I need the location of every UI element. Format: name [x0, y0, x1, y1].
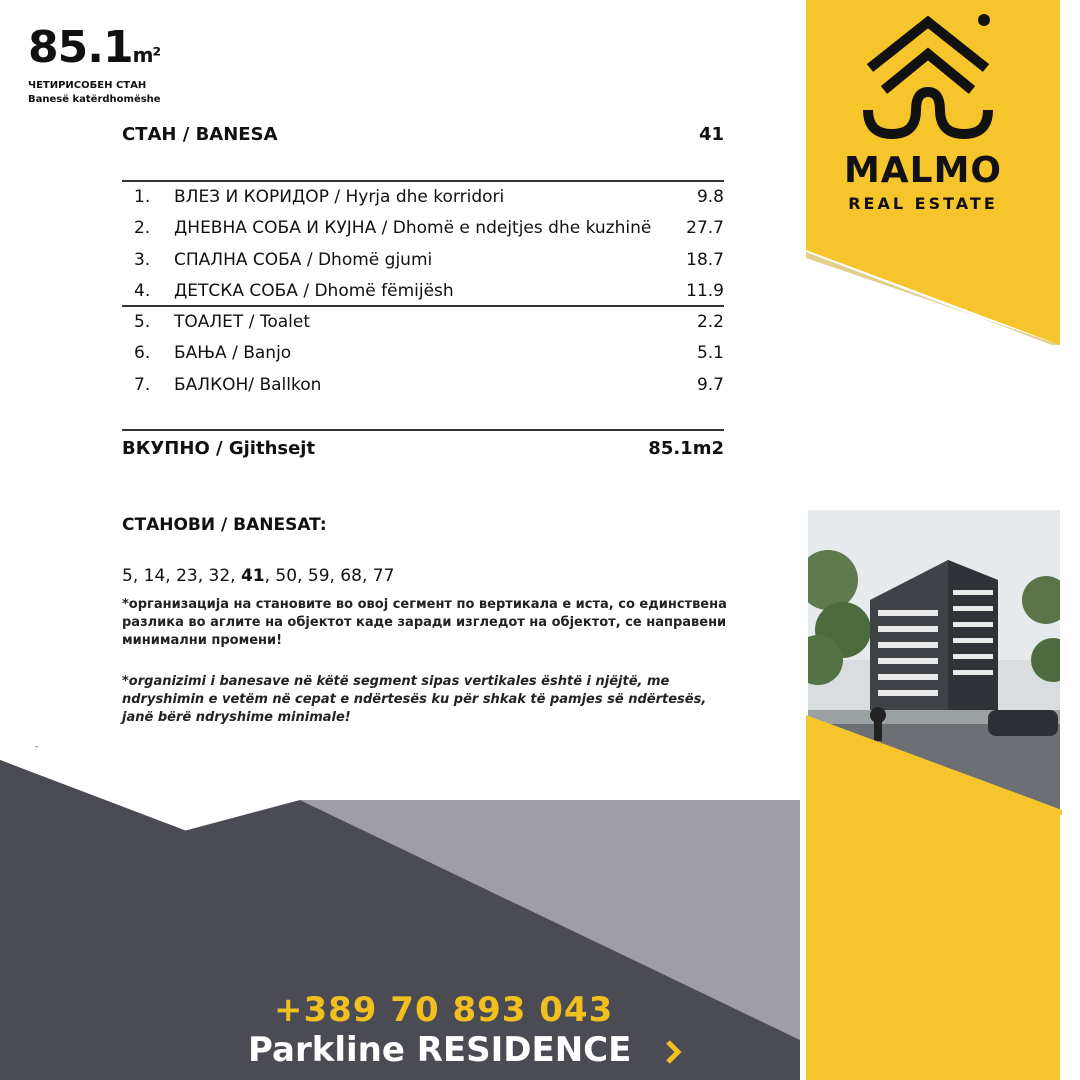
apartments-title: СТАНОВИ / BANESAT:	[122, 515, 327, 535]
room-label: ДНЕВНА СОБА И КУЈНА / Dhomë e ndejtjes dhe kuzhinë	[174, 218, 652, 238]
apartment-number: 41	[698, 124, 724, 145]
room-area: 5.1	[696, 343, 724, 363]
apartments-list	[122, 566, 394, 586]
apartment-type-sq: Banesë katërdhomëshe	[28, 94, 161, 105]
brand-name: MALMO	[843, 150, 1003, 191]
room-label: СПАЛНА СОБА / Dhomë gjumi	[174, 250, 433, 270]
stray-dash: -	[35, 742, 39, 752]
row-number: 2.	[134, 218, 151, 238]
table-title: СТАН / BANESA	[122, 124, 278, 145]
area-value: 85.1	[28, 22, 133, 73]
apartment-area-heading	[28, 22, 160, 73]
note-macedonian: *организација на становите во овој сегмент по вертикала е иста, со единствена разлика во аглите на објектот каде заради изгледот на објектот, се направени минимални промени!	[122, 597, 727, 648]
room-area: 11.9	[686, 281, 724, 301]
brand-tagline: REAL ESTATE	[848, 194, 998, 213]
room-label: ВЛЕЗ И КОРИДОР / Hyrja dhe korridori	[174, 187, 505, 207]
chevron-right-icon[interactable]	[662, 1036, 686, 1070]
area-unit: m²	[132, 43, 161, 67]
row-number: 7.	[134, 375, 151, 395]
table-mid-rule	[122, 305, 724, 307]
row-number: 3.	[134, 250, 151, 270]
project-name[interactable]: Parkline RESIDENCE	[248, 1030, 632, 1070]
row-number: 4.	[134, 281, 151, 301]
room-area: 2.2	[696, 312, 724, 332]
room-area: 9.8	[696, 187, 724, 207]
table-top-rule	[122, 180, 724, 182]
room-label: БАЊА / Banjo	[174, 343, 292, 363]
room-label: ТОАЛЕТ / Toalet	[174, 312, 310, 332]
apartments-list-before: 5, 14, 23, 32,	[122, 566, 241, 586]
row-number: 5.	[134, 312, 151, 332]
table-bottom-rule	[122, 429, 724, 431]
total-label: ВКУПНО / Gjithsejt	[122, 438, 316, 459]
apartments-list-after: , 50, 59, 68, 77	[264, 566, 395, 586]
note-albanian: *organizimi i banesave në këtë segment sipas vertikales është i njëjtë, me ndryshimin e vetëm në cepat e ndërtesës ku për shkak të pamjes së ndërtesës, janë bërë ndryshime minimale!	[122, 674, 707, 725]
total-value: 85.1m2	[648, 438, 724, 459]
row-number: 6.	[134, 343, 151, 363]
phone-number[interactable]: +389 70 893 043	[274, 990, 614, 1030]
row-number: 1.	[134, 187, 151, 207]
room-area: 9.7	[696, 375, 724, 395]
room-area: 27.7	[686, 218, 724, 238]
room-label: ДЕТСКА СОБА / Dhomë fëmijësh	[174, 281, 454, 301]
room-area: 18.7	[686, 250, 724, 270]
photo-yellow-overlay	[806, 715, 1062, 815]
malmo-logo-icon	[858, 10, 998, 140]
apartment-type-mk: ЧЕТИРИСОБЕН СТАН	[28, 80, 147, 91]
room-label: БАЛКОН/ Ballkon	[174, 375, 322, 395]
apartments-current: 41	[240, 566, 265, 586]
